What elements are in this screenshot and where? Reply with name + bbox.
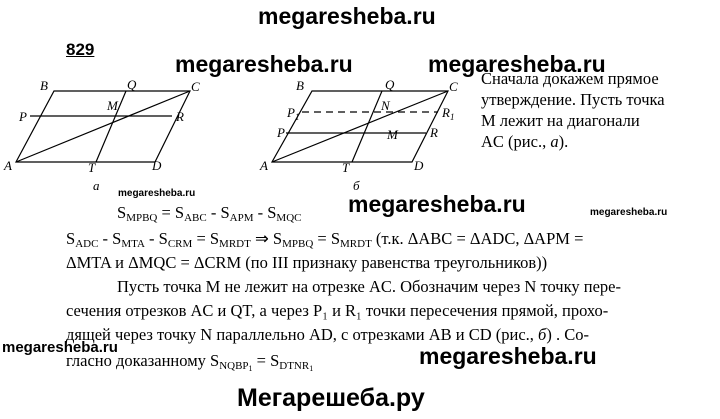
intro-line: AC (рис., а). [481,132,569,151]
label-m-b: M [387,127,398,142]
label-t: T [88,160,96,175]
label-b: B [40,78,48,93]
label-c-b: C [449,79,458,94]
watermark-middle: megaresheba.ru [348,191,526,217]
label-r-b: R [430,125,438,140]
label-c: C [191,79,200,94]
watermark-bottom-left: megaresheba.ru [2,339,118,356]
equation-line-1: $S_{MPBQ} = S_{ABC} - S_{APM} - S_{MQC}$ [117,203,302,224]
label-p1: $P_1$ [287,105,300,122]
label-a-b: A [260,158,268,173]
label-q-b: Q [385,77,395,92]
label-p: P [19,109,27,124]
label-t-b: T [342,160,350,175]
watermark-small-right: megaresheba.ru [590,207,668,218]
label-r1: $R_1$ [442,105,455,122]
label-p-b: P [277,125,285,140]
label-n: N [381,98,390,113]
body-line-5: сечения отрезков AC и QT, а через P₁ и R₁ точки пересечения прямой, прохо- [66,301,609,320]
watermark-small-left: megaresheba.ru [118,188,196,199]
watermark-figure-a: megaresheba.ru [175,51,353,77]
label-r: R [176,109,184,124]
body-line-3: ΔMTA и ΔMQC = ΔCRM (по III признаку равенства треугольников)) [66,253,548,272]
segment-qt-b [352,91,382,162]
caption-a: а [93,178,100,193]
intro-line: утверждение. Пусть точка [481,90,665,109]
body-line-6: дящей через точку N параллельно AD, с отрезками AB и CD (рис., б) . Со- [66,325,589,344]
problem-number: 829 [66,40,95,59]
watermark-bottom-right: megaresheba.ru [419,343,597,369]
label-d-b: D [414,158,424,173]
label-d: D [152,158,162,173]
intro-line: Сначала докажем прямое [481,69,659,88]
body-line-7: гласно доказанному $S_{NQBP_1} = S_{DTNR_1}$ [66,351,314,373]
equation-line-2: $S_{ADC} - S_{MTA} - S_{CRM} = S_{MRDT}$ ⇒ $S_{MPBQ} = S_{MRDT}$ (т.к. ΔABC = ΔADC, ΔAPM = [66,229,584,250]
body-line-4: Пусть точка M не лежит на отрезке AC. Обозначим через N точку пере- [117,277,621,296]
intro-line: M лежит на диагонали [481,111,640,130]
label-m: M [107,98,118,113]
diagonal-ac-b [272,91,448,162]
watermark-figure-b: megaresheba.ru [428,51,606,77]
footer-brand: Мегарешеба.ру [237,384,425,412]
watermark-top: megaresheba.ru [258,3,436,29]
label-a: A [4,158,12,173]
label-b-b: B [296,78,304,93]
intro-paragraph [481,68,665,152]
caption-b: б [353,178,360,193]
label-q: Q [127,77,137,92]
